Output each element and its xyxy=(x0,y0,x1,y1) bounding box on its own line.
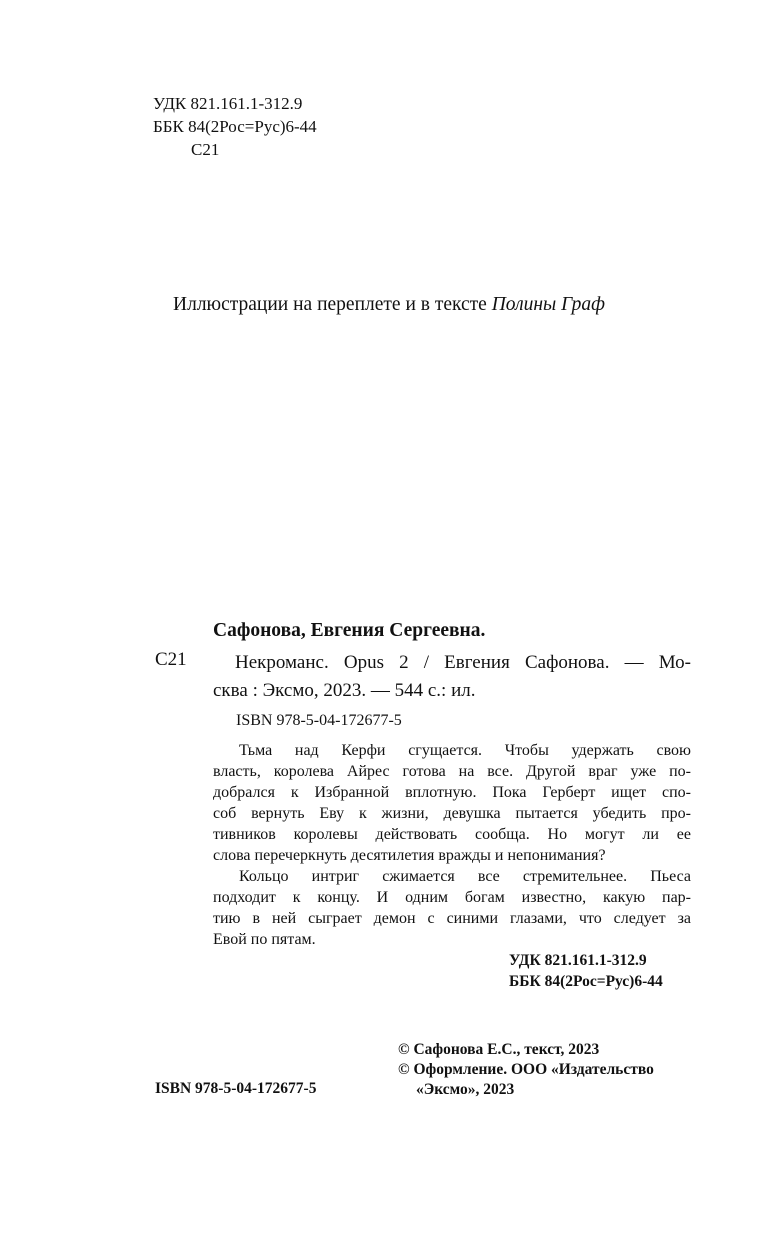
illustrations-text: Иллюстрации на переплете и в тексте xyxy=(173,294,492,315)
record-title xyxy=(213,649,691,705)
author-mark: С21 xyxy=(191,140,220,159)
annotation-line: Тьма над Керфи сгущается. Чтобы удержать свою xyxy=(239,742,691,759)
classification-codes-bottom xyxy=(509,950,663,992)
annotation-line: Кольцо интриг сжимается все стремительнее. Пьеса xyxy=(239,868,691,885)
copyright-line-2: © Оформление. ООО «Издательство xyxy=(398,1061,654,1078)
annotation-line: добрался к Избранной вплотную. Пока Герберт ищет спо- xyxy=(213,784,691,801)
annotation-line: подходит к концу. И одним богам известно, какую пар- xyxy=(213,889,691,906)
annotation-line: Евой по пятам. xyxy=(213,931,316,948)
copyright-line-3: «Эксмо», 2023 xyxy=(416,1081,515,1098)
record-title-line-2: сква : Эксмо, 2023. — 544 с.: ил. xyxy=(213,680,476,701)
annotation-line: тивников королевы действовать сообща. Но могут ли ее xyxy=(213,826,691,843)
copyright-block xyxy=(398,1040,654,1100)
udk-code: УДК 821.161.1-312.9 xyxy=(153,94,303,113)
illustrations-credit xyxy=(173,294,605,316)
udk-code-bottom: УДК 821.161.1-312.9 xyxy=(509,952,647,969)
annotation-line: тию в ней сыграет демон с синими глазами, что следует за xyxy=(213,910,691,927)
copyright-line-1: © Сафонова Е.С., текст, 2023 xyxy=(398,1041,600,1058)
record-author: Сафонова, Евгения Сергеевна. xyxy=(213,620,486,641)
record-title-line-1: Некроманс. Opus 2 / Евгения Сафонова. — Мо- xyxy=(235,652,691,673)
annotation-line: соб вернуть Еву к жизни, девушка пытается убедить про- xyxy=(213,805,691,822)
classification-codes xyxy=(153,92,317,161)
annotation xyxy=(213,740,691,950)
illustrator-name: Полины Граф xyxy=(491,294,605,315)
bbk-code: ББК 84(2Рос=Рус)6-44 xyxy=(153,117,317,136)
annotation-line: слова перечеркнуть десятилетия вражды и непонимания? xyxy=(213,847,606,864)
record-isbn: ISBN 978-5-04-172677-5 xyxy=(236,712,402,729)
record-author-mark: С21 xyxy=(155,649,187,670)
bbk-code-bottom: ББК 84(2Рос=Рус)6-44 xyxy=(509,973,663,990)
annotation-line: власть, королева Айрес готова на все. Другой враг уже по- xyxy=(213,763,691,780)
isbn-bottom: ISBN 978-5-04-172677-5 xyxy=(155,1080,317,1097)
